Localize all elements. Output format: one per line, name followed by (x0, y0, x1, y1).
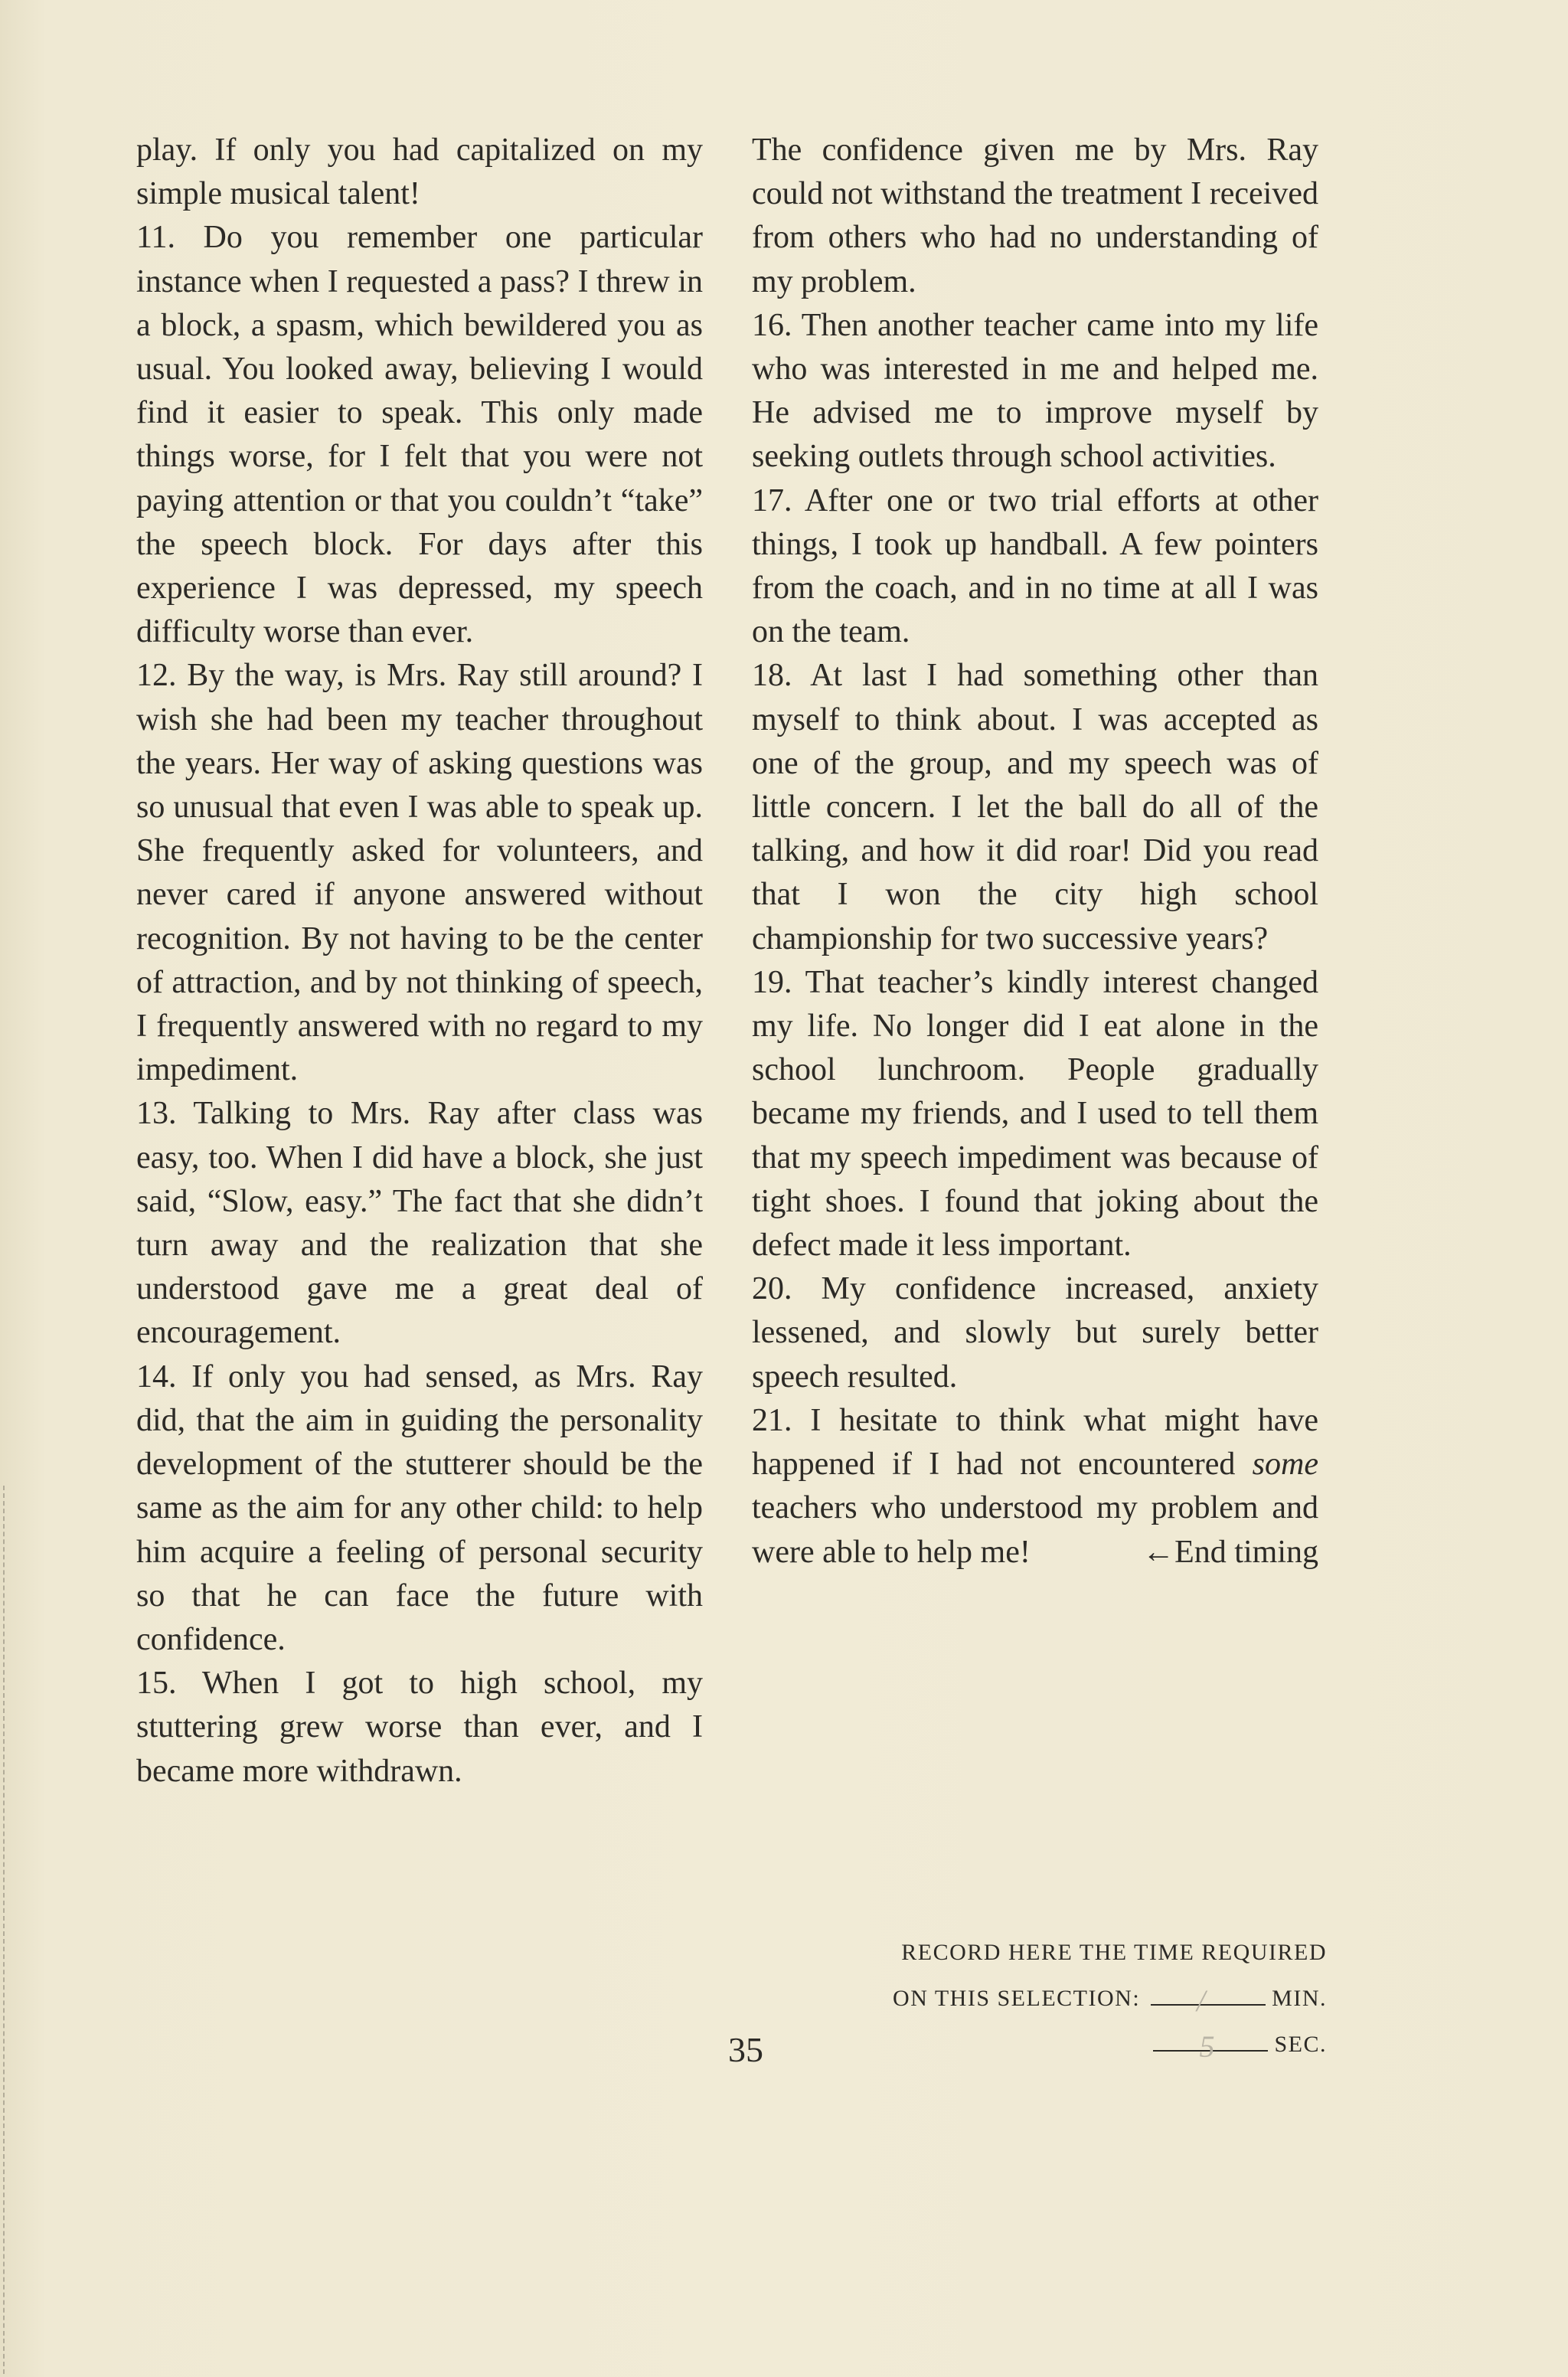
right-column (752, 129, 1318, 1574)
seconds-handwritten: 5 (1199, 2029, 1216, 2064)
paragraph-14: 14. If only you had sensed, as Mrs. Ray did, that the aim in guiding the personality development of the stutterer should be the same as the aim for any other child: to help him acquire a feeling of personal security so that he can face the future with confidence. (136, 1359, 703, 1657)
paragraph-21 (752, 1399, 1318, 1574)
paragraph-16: 16. Then another teacher came into my life who was interested in me and helped me. He advised me to improve myself by seeking outlets through school activities. (752, 307, 1318, 475)
record-time-block (791, 1930, 1327, 2068)
paragraph-21-text-end: teachers who understood my problem and were able to help me! (752, 1490, 1318, 1570)
record-line-3 (791, 2022, 1327, 2068)
record-line-2 (791, 1976, 1327, 2022)
paragraph-12: 12. By the way, is Mrs. Ray still around? I wish she had been my teacher throughout the years. Her way of asking questions was so unusual that even I was able to speak up. She frequently asked for volunteers, and never cared if anyone answered without recognition. By not having to be the center of attraction, and by not thinking of speech, I frequently answered with no regard to my impediment. (136, 658, 703, 1088)
paragraph-13: 13. Talking to Mrs. Ray after class was easy, too. When I did have a block, she just said, “Slow, easy.” The fact that she didn’t turn away and the realization that she understood gave me a great deal of encouragement. (136, 1096, 703, 1351)
paragraph-21-number: 21. (752, 1402, 792, 1438)
paragraph-20: 20. My confidence increased, anxiety lessened, and slowly but surely better speech resulted. (752, 1271, 1318, 1394)
page-number: 35 (728, 2030, 763, 2069)
paragraph-15: 15. When I got to high school, my stuttering grew worse than ever, and I became more withdrawn. (136, 1666, 703, 1789)
seconds-label: SEC. (1274, 2032, 1327, 2057)
left-column (136, 129, 703, 1793)
minutes-blank[interactable] (1151, 1981, 1266, 2018)
paragraph-21-text: I hesitate to think what might have happened if I had not encountered (752, 1402, 1319, 1483)
binding-edge (3, 1486, 11, 2374)
end-timing-marker: ←End timing (1142, 1534, 1318, 1570)
paragraph-11: 11. Do you remember one particular instance when I requested a pass? I threw in a block, a spasm, which bewildered you as usual. You looked away, believing I would find it easier to speak. This only made things worse, for I felt that you were not paying attention or that you couldn’t “take” the speech block. For days after this experience I was depressed, my speech difficulty worse than ever. (136, 220, 703, 650)
paragraph-continuation: play. If only you had capitalized on my simple musical talent! (136, 132, 703, 212)
paragraph-18: 18. At last I had something other than myself to think about. I was accepted as one of the group, and my speech was of little concern. I let the ball do all of the talking, and how it did roar! Did you read that I won the city high school championship for two successive years? (752, 658, 1318, 956)
seconds-blank[interactable] (1153, 2027, 1268, 2064)
paragraph-21-emphasis: some (1252, 1447, 1318, 1483)
paragraph-15-continued: The confidence given me by Mrs. Ray could not withstand the treatment I received from others who had no understanding of my problem. (752, 132, 1318, 299)
paragraph-19: 19. That teacher’s kindly interest changed my life. No longer did I eat alone in the school lunchroom. People gradually became my friends, and I used to tell them that my speech impediment was because of tight shoes. I found that joking about the defect made it less important. (752, 964, 1318, 1264)
minutes-handwritten: / (1197, 1983, 1207, 2018)
record-heading: RECORD HERE THE TIME REQUIRED (901, 1940, 1327, 1965)
minutes-label: MIN. (1272, 1986, 1327, 2011)
record-selection-label: ON THIS SELECTION: (893, 1986, 1141, 2011)
paragraph-17: 17. After one or two trial efforts at other things, I took up handball. A few pointers from the coach, and in no time at all I was on the team. (752, 482, 1318, 650)
record-line-1 (791, 1930, 1327, 1976)
